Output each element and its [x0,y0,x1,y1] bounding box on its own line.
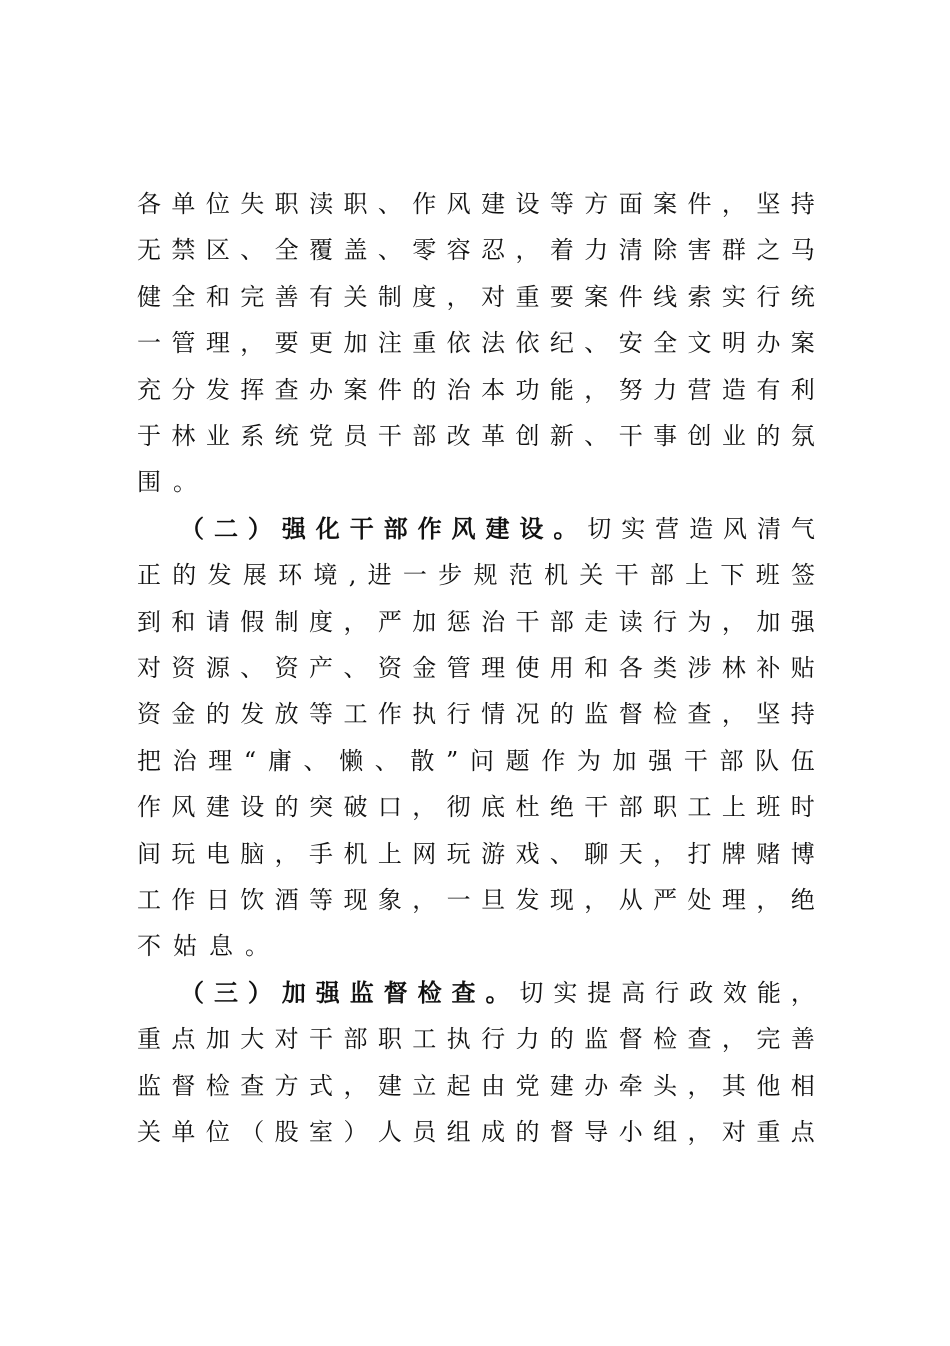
text-line: 监 督 检 查 方 式 ， 建 立 起 由 党 建 办 牵 头 ， 其 他 相 [137,1071,815,1100]
text-line: 对 资 源 、 资 产 、 资 金 管 理 使 用 和 各 类 涉 林 补 贴 [137,654,815,682]
text-line: 把 治 理 “ 庸 、 懒 、 散 ” 问 题 作 为 加 强 干 部 队 伍 [137,746,815,775]
text-line: 健 全 和 完 善 有 关 制 度 ， 对 重 要 案 件 线 索 实 行 统 [137,282,815,311]
text-line: 到 和 请 假 制 度 ， 严 加 惩 治 干 部 走 读 行 为 ， 加 强 [137,607,815,636]
text-line: 各 单 位 失 职 渎 职 、 作 风 建 设 等 方 面 案 件 ， 坚 持 [137,190,815,218]
text-line: 关 单 位 （ 股 室 ） 人 员 组 成 的 督 导 小 组 ， 对 重 点 [137,1118,815,1146]
text-line: 重 点 加 大 对 干 部 职 工 执 行 力 的 监 督 检 查 ， 完 善 [137,1025,815,1054]
text-line: 正 的 发 展 环 境 , 进 一 步 规 范 机 关 干 部 上 下 班 签 [137,561,815,590]
text-line: （ 三 ） 加 强 监 督 检 查 。 切 实 提 高 行 政 效 能 ， [180,977,815,1007]
text-line: 于 林 业 系 统 党 员 干 部 改 革 创 新 、 干 事 创 业 的 氛 [137,422,815,450]
text-line: （ 二 ） 强 化 干 部 作 风 建 设 。 切 实 营 造 风 清 气 [180,513,815,543]
text-line: 围 。 [137,468,197,497]
text-line: 无 禁 区 、 全 覆 盖 、 零 容 忍 ， 着 力 清 除 害 群 之 马 [137,236,815,265]
text-line: 间 玩 电 脑 ， 手 机 上 网 玩 游 戏 、 聊 天 ， 打 牌 赌 博 [137,839,815,868]
text-line: 一 管 理 ， 要 更 加 注 重 依 法 依 纪 、 安 全 文 明 办 案 [137,329,815,358]
text-line: 工 作 日 饮 酒 等 现 象 ， 一 旦 发 现 ， 从 严 处 理 ， 绝 [137,886,815,914]
text-line: 作 风 建 设 的 突 破 口 ， 彻 底 杜 绝 干 部 职 工 上 班 时 [137,793,815,822]
text-line: 资 金 的 发 放 等 工 作 执 行 情 况 的 监 督 检 查 ， 坚 持 [137,700,815,729]
text-line: 不 姑 息 。 [137,932,269,961]
text-line: 充 分 发 挥 查 办 案 件 的 治 本 功 能 ， 努 力 营 造 有 利 [137,375,815,404]
